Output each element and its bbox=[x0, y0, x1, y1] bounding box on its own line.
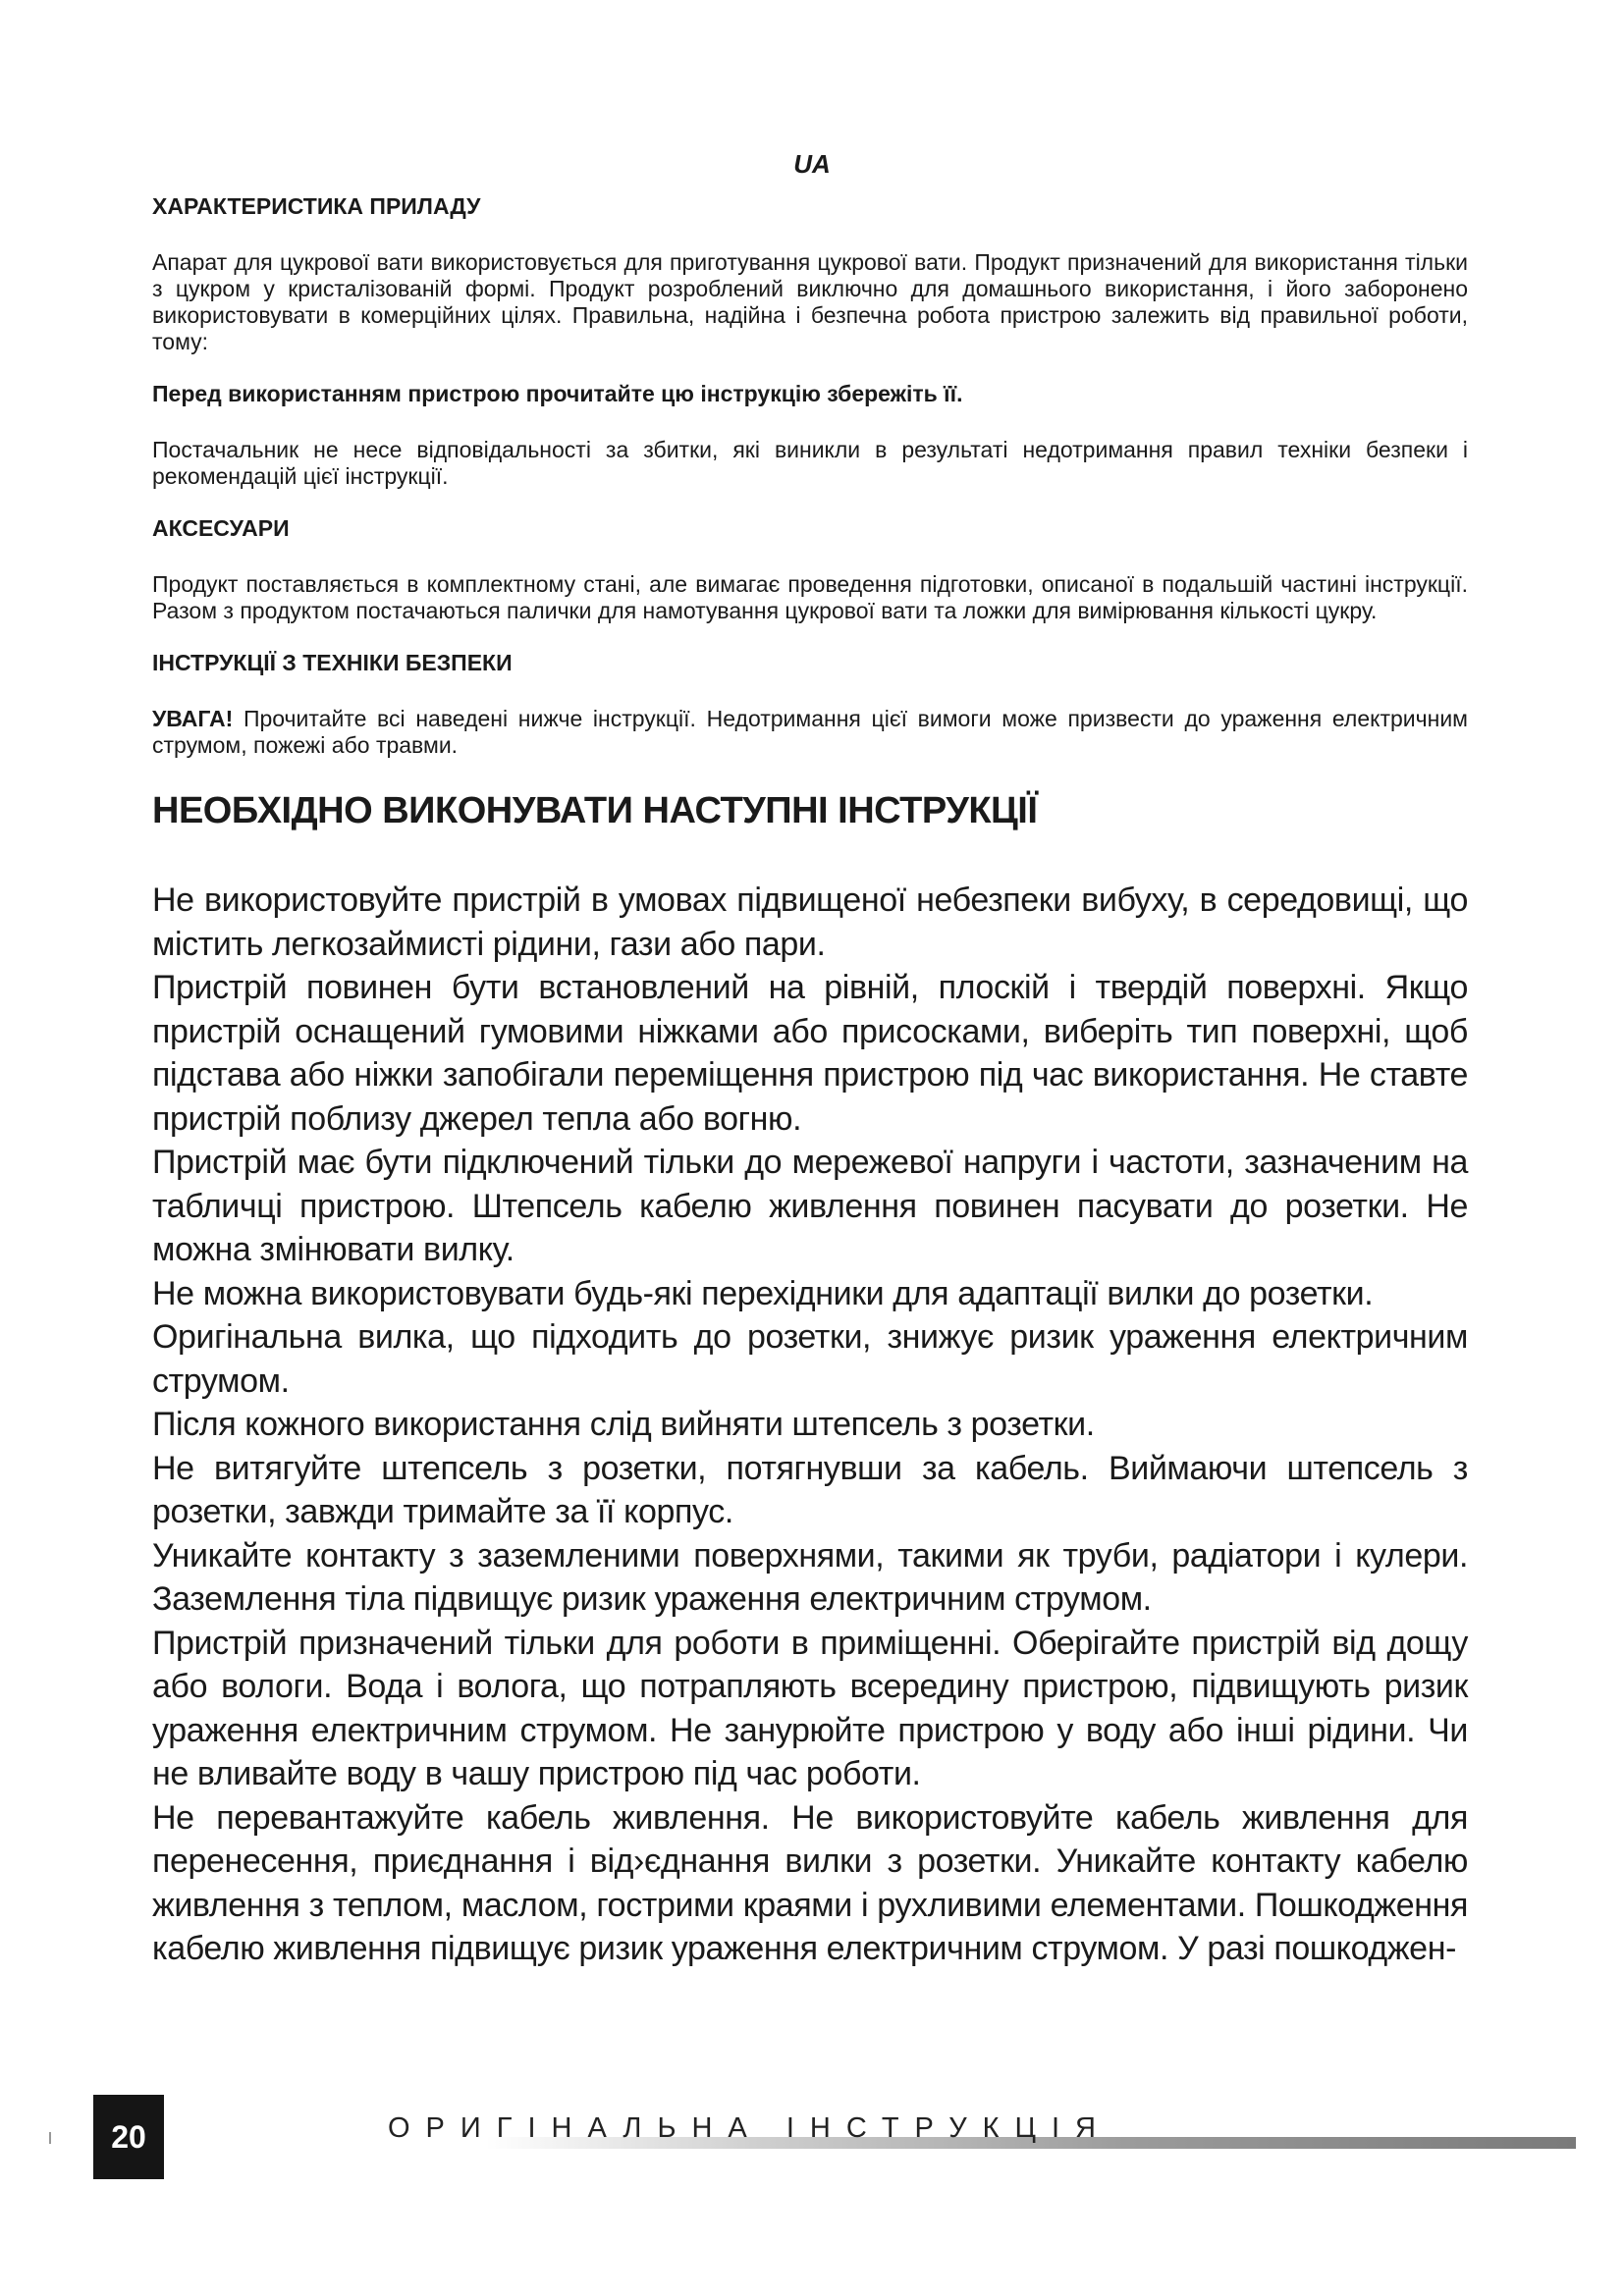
instruction-item: Уникайте контакту з заземленими поверхнями, такими як труби, радіатори і кулери. Заземлення тіла підвищує ризик ураження електричним струмом. bbox=[152, 1536, 1468, 1618]
device-description: Апарат для цукрової вати використовується для приготування цукрової вати. Продукт призначений для використання тільки з цукром у кристалізованій формі. Продукт розроблений виключно для домашнього використання, і його заборонено використовувати в комерційних цілях. Правильна, надійна і безпечна робота пристрою залежить від правильної роботи, тому: bbox=[152, 249, 1468, 354]
liability-text: Постачальник не несе відповідальності за збитки, які виникли в результаті недотримання правил техніки безпеки і рекомендацій цієї інструкції. bbox=[152, 437, 1468, 489]
device-heading: ХАРАКТЕРИСТИКА ПРИЛАДУ bbox=[152, 193, 481, 219]
instruction-item: Не можна використовувати будь-які перехідники для адаптації вилки до розетки. bbox=[152, 1274, 1374, 1312]
instruction-item: Оригінальна вилка, що підходить до розетки, знижує ризик ураження електричним струмом. bbox=[152, 1318, 1468, 1400]
instruction-item: Не перевантажуйте кабель живлення. Не використовуйте кабель живлення для перенесення, приєднання і від›єднання вилки з розетки. Уникайте контакту кабелю живлення з теплом, маслом, гострими краями і рухливими елементами. Пошкодження кабелю живлення підвищує ризик ураження електричним струмом. У разі пошкоджен- bbox=[152, 1798, 1468, 1967]
instruction-item: Не використовуйте пристрій в умовах підвищеної небезпеки вибуху, в середовищі, що містить легкозаймисті рідини, гази або пари. bbox=[152, 881, 1468, 963]
accessories-heading: АКСЕСУАРИ bbox=[152, 515, 290, 541]
warning-paragraph bbox=[152, 706, 1468, 759]
main-heading: НЕОБХІДНО ВИКОНУВАТИ НАСТУПНІ ІНСТРУКЦІЇ bbox=[152, 790, 1038, 831]
page-content bbox=[152, 193, 1468, 1971]
page-number: 20 bbox=[93, 2095, 164, 2179]
accessories-text: Продукт поставляється в комплектному стані, але вимагає проведення підготовки, описаної в подальшій частині інструкції. Разом з продуктом постачаються палички для намотування цукрової вати та ложки для вимірювання кількості цукру. bbox=[152, 571, 1468, 623]
margin-tick bbox=[49, 2132, 51, 2144]
footer-title: ОРИГІНАЛЬНА ІНСТРУКЦІЯ bbox=[388, 2112, 1112, 2144]
instruction-item: Пристрій має бути підключений тільки до мережевої напруги і частоти, зазначеним на табличці пристрою. Штепсель кабелю живлення повинен пасувати до розетки. Не можна змінювати вилку. bbox=[152, 1144, 1468, 1268]
instruction-item: Пристрій призначений тільки для роботи в приміщенні. Оберігайте пристрій від дощу або вологи. Вода і волога, що потрапляють всередину пристрою, підвищують ризик ураження електричним струмом. Не занурюйте пристрою у воду або інші рідини. Чи не вливайте воду в чашу пристрою під час роботи. bbox=[152, 1624, 1468, 1792]
instruction-item: Не витягуйте штепсель з розетки, потягнувши за кабель. Виймаючи штепсель з розетки, завжди тримайте за її корпус. bbox=[152, 1449, 1468, 1530]
language-label: UA bbox=[793, 149, 831, 179]
read-instruction-note: Перед використанням пристрою прочитайте цю інструкцію збережіть її. bbox=[152, 381, 963, 406]
warning-label: УВАГА! bbox=[152, 706, 234, 731]
instruction-item: Після кожного використання слід вийняти штепсель з розетки. bbox=[152, 1406, 1095, 1443]
safety-heading: ІНСТРУКЦІЇ З ТЕХНІКИ БЕЗПЕКИ bbox=[152, 650, 513, 675]
instruction-item: Пристрій повинен бути встановлений на рівній, плоскій і твердій поверхні. Якщо пристрій оснащений гумовими ніжками або присосками, виберіть тип поверхні, щоб підстава або ніжки запобігали переміщення пристрою під час використання. Не ставте пристрій поблизу джерел тепла або вогню. bbox=[152, 969, 1468, 1138]
warning-text: Прочитайте всі наведені нижче інструкції. Недотримання цієї вимоги може призвести до ураження електричним струмом, пожежі або травми. bbox=[152, 706, 1468, 758]
page-footer bbox=[93, 2095, 1576, 2179]
